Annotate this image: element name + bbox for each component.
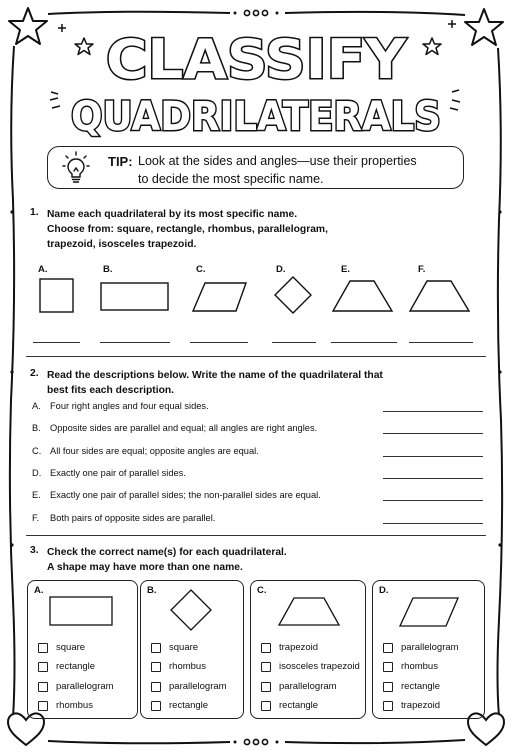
question-line: trapezoid, isosceles trapezoid.	[47, 239, 197, 250]
question-line: A shape may have more than one name.	[47, 562, 243, 573]
option-label: rectangle	[279, 700, 319, 711]
checkbox[interactable]	[38, 701, 48, 711]
shape-card	[372, 580, 485, 719]
answer-line[interactable]	[383, 478, 483, 479]
shape-letter: F.	[418, 264, 426, 275]
parallelogram-shape	[193, 283, 246, 311]
question-line: Name each quadrilateral by its most specific name.	[47, 209, 298, 220]
card-letter: A.	[34, 585, 44, 596]
checkbox-option[interactable]	[151, 642, 198, 653]
option-label: isosceles trapezoid	[279, 661, 360, 672]
question-number: 1.	[30, 207, 39, 218]
trapezoid-shape	[251, 581, 367, 641]
option-label: rhombus	[56, 700, 93, 711]
item-letter: E.	[32, 490, 41, 500]
checkbox-option[interactable]	[151, 661, 206, 672]
answer-line[interactable]	[383, 523, 483, 524]
rectangle-shape	[101, 283, 168, 310]
checkbox[interactable]	[383, 682, 393, 692]
checkbox-option[interactable]	[38, 700, 93, 711]
question-line: best fits each description.	[47, 385, 175, 396]
option-label: trapezoid	[401, 700, 441, 711]
item-text: Both pairs of opposite sides are parallel.	[50, 513, 216, 523]
item-text: All four sides are equal; opposite angles are equal.	[50, 446, 259, 456]
checkbox[interactable]	[151, 662, 161, 672]
checkbox[interactable]	[151, 682, 161, 692]
option-label: rectangle	[56, 661, 96, 672]
checkbox[interactable]	[383, 662, 393, 672]
option-label: parallelogram	[169, 681, 227, 692]
checkbox-option[interactable]	[383, 700, 440, 711]
checkbox[interactable]	[261, 643, 271, 653]
card-letter: C.	[257, 585, 267, 596]
option-label: rectangle	[169, 700, 209, 711]
item-text: Four right angles and four equal sides.	[50, 401, 209, 411]
option-label: parallelogram	[279, 681, 337, 692]
checkbox-option[interactable]	[151, 700, 208, 711]
item-letter: A.	[32, 401, 41, 411]
border-bottom-right	[285, 740, 465, 743]
checkbox[interactable]	[38, 662, 48, 672]
checkbox-option[interactable]	[383, 642, 459, 653]
answer-line[interactable]	[383, 433, 483, 434]
answer-line[interactable]	[383, 500, 483, 501]
checkbox-option[interactable]	[261, 681, 337, 692]
section-divider	[26, 535, 486, 536]
option-label: rhombus	[169, 661, 206, 672]
section-divider	[26, 356, 486, 357]
shape-letter: E.	[341, 264, 350, 275]
option-label: square	[169, 642, 199, 653]
checkbox-option[interactable]	[261, 642, 318, 653]
checkbox[interactable]	[261, 682, 271, 692]
question-line: Read the descriptions below. Write the name of the quadrilateral that	[47, 370, 383, 381]
shape-letter: B.	[103, 264, 113, 275]
question-line: Choose from: square, rectangle, rhombus, parallelogram,	[47, 224, 328, 235]
answer-line[interactable]	[383, 456, 483, 457]
item-letter: C.	[32, 446, 42, 456]
checkbox-option[interactable]	[261, 700, 318, 711]
shape-letter: A.	[38, 264, 48, 275]
item-text: Opposite sides are parallel and equal; all angles are right angles.	[50, 423, 318, 433]
trapezoid-shape	[333, 281, 392, 311]
checkbox-option[interactable]	[38, 642, 85, 653]
checkbox[interactable]	[261, 662, 271, 672]
question-line: Check the correct name(s) for each quadrilateral.	[47, 547, 287, 558]
rectangle-shape	[28, 581, 139, 641]
answer-line[interactable]	[383, 411, 483, 412]
rhombus-shape	[141, 581, 245, 641]
checkbox-option[interactable]	[383, 661, 438, 672]
checkbox-option[interactable]	[38, 681, 114, 692]
tip-text-line1: Look at the sides and angles—use their properties	[138, 154, 417, 168]
item-letter: D.	[32, 468, 42, 478]
question-number: 3.	[30, 545, 39, 556]
answer-line[interactable]	[100, 342, 170, 343]
shape-card	[140, 580, 244, 719]
title-line1: CLASSIFY	[106, 28, 407, 91]
checkbox-option[interactable]	[38, 661, 95, 672]
checkbox[interactable]	[261, 701, 271, 711]
q1-shapes	[0, 0, 512, 360]
checkbox-option[interactable]	[151, 681, 227, 692]
parallelogram-shape	[373, 581, 486, 641]
answer-line[interactable]	[409, 342, 473, 343]
option-label: parallelogram	[56, 681, 114, 692]
tip-text-line2: to decide the most specific name.	[138, 172, 324, 186]
answer-line[interactable]	[33, 342, 80, 343]
shape-card	[27, 580, 138, 719]
item-text: Exactly one pair of parallel sides.	[50, 468, 186, 478]
trapezoid-shape	[410, 281, 469, 311]
checkbox[interactable]	[38, 682, 48, 692]
answer-line[interactable]	[190, 342, 248, 343]
checkbox[interactable]	[151, 701, 161, 711]
border-bottom-left	[48, 741, 230, 743]
option-label: parallelogram	[401, 642, 459, 653]
option-label: trapezoid	[279, 642, 319, 653]
tip-label: TIP:	[108, 154, 133, 169]
question-2-text	[47, 368, 383, 398]
item-letter: B.	[32, 423, 41, 433]
checkbox[interactable]	[151, 643, 161, 653]
card-letter: B.	[147, 585, 157, 596]
option-label: rectangle	[401, 681, 441, 692]
shape-letter: C.	[196, 264, 206, 275]
checkbox[interactable]	[383, 643, 393, 653]
option-label: square	[56, 642, 86, 653]
item-text: Exactly one pair of parallel sides; the non-parallel sides are equal.	[50, 490, 321, 500]
question-number: 2.	[30, 368, 39, 379]
answer-line[interactable]	[272, 342, 316, 343]
question-3-text	[47, 545, 287, 575]
square-shape	[40, 279, 73, 312]
shape-letter: D.	[276, 264, 286, 275]
checkbox-option[interactable]	[383, 681, 440, 692]
answer-line[interactable]	[331, 342, 397, 343]
checkbox[interactable]	[383, 701, 393, 711]
shape-card	[250, 580, 366, 719]
rhombus-shape	[275, 277, 311, 313]
checkbox-option[interactable]	[261, 661, 360, 672]
item-letter: F.	[32, 513, 40, 523]
card-letter: D.	[379, 585, 389, 596]
checkbox[interactable]	[38, 643, 48, 653]
option-label: rhombus	[401, 661, 438, 672]
title-line2: QUADRILATERALS	[71, 94, 441, 140]
